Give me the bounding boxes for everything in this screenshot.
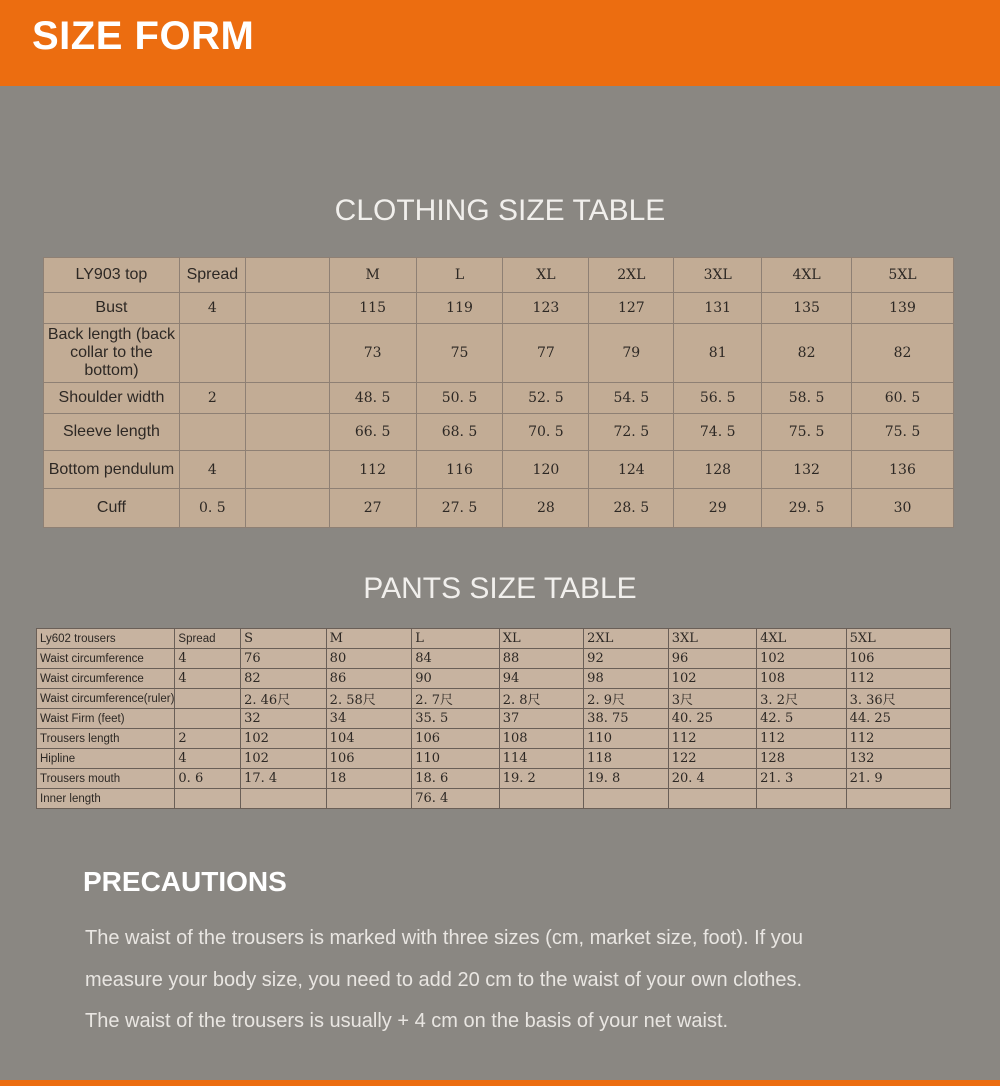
clothing-header-cell: 2XL <box>589 258 674 293</box>
clothing-cell: 75. 5 <box>852 414 954 451</box>
clothing-size-table <box>43 257 954 528</box>
clothing-cell: 27. 5 <box>416 489 503 528</box>
pants-cell: 108 <box>499 729 583 749</box>
pants-header-cell: XL <box>499 629 583 649</box>
clothing-header-cell <box>245 258 329 293</box>
clothing-cell: 48. 5 <box>329 383 416 414</box>
pants-row-label: Waist circumference <box>37 669 175 689</box>
precautions-heading: PRECAUTIONS <box>83 866 287 897</box>
clothing-cell: 127 <box>589 293 674 324</box>
clothing-row <box>44 324 954 383</box>
pants-cell: 86 <box>326 669 412 689</box>
pants-header-cell: 5XL <box>846 629 950 649</box>
clothing-row-label: Shoulder width <box>44 383 180 414</box>
clothing-cell: 52. 5 <box>503 383 589 414</box>
clothing-header-row <box>44 258 954 293</box>
pants-cell: 19. 8 <box>584 769 669 789</box>
clothing-cell: 115 <box>329 293 416 324</box>
pants-cell <box>241 789 327 809</box>
pants-header-cell: L <box>412 629 499 649</box>
clothing-header-cell: LY903 top <box>44 258 180 293</box>
pants-header-cell: M <box>326 629 412 649</box>
clothing-header-cell: 3XL <box>674 258 762 293</box>
pants-cell: 40. 25 <box>668 709 756 729</box>
pants-row-label: Trousers length <box>37 729 175 749</box>
clothing-cell <box>245 293 329 324</box>
clothing-header-cell: Spread <box>179 258 245 293</box>
pants-header-cell: 4XL <box>757 629 846 649</box>
clothing-cell: 72. 5 <box>589 414 674 451</box>
clothing-cell: 58. 5 <box>762 383 852 414</box>
clothing-cell: 116 <box>416 451 503 489</box>
precaution-line: measure your body size, you need to add 20 cm to the waist of your own clothes. <box>85 968 803 991</box>
clothing-cell: 136 <box>852 451 954 489</box>
pants-cell <box>326 789 412 809</box>
clothing-cell: 27 <box>329 489 416 528</box>
clothing-cell: 70. 5 <box>503 414 589 451</box>
clothing-cell: 56. 5 <box>674 383 762 414</box>
pants-cell: 88 <box>499 649 583 669</box>
pants-cell: 76. 4 <box>412 789 499 809</box>
pants-cell: 2. 46尺 <box>241 689 327 709</box>
clothing-cell <box>245 489 329 528</box>
pants-row <box>37 649 951 669</box>
pants-cell: 2. 8尺 <box>499 689 583 709</box>
clothing-cell: 4 <box>179 451 245 489</box>
clothing-row <box>44 293 954 324</box>
pants-row-label: Trousers mouth <box>37 769 175 789</box>
clothing-cell: 50. 5 <box>416 383 503 414</box>
precautions-text <box>85 918 925 1043</box>
pants-cell <box>499 789 583 809</box>
pants-cell: 4 <box>175 669 241 689</box>
pants-header-cell: 3XL <box>668 629 756 649</box>
clothing-cell: 4 <box>179 293 245 324</box>
pants-row <box>37 689 951 709</box>
clothing-cell: 124 <box>589 451 674 489</box>
pants-cell <box>584 789 669 809</box>
clothing-cell: 75 <box>416 324 503 383</box>
clothing-cell: 2 <box>179 383 245 414</box>
pants-cell: 20. 4 <box>668 769 756 789</box>
pants-cell: 96 <box>668 649 756 669</box>
pants-cell: 102 <box>757 649 846 669</box>
clothing-cell: 128 <box>674 451 762 489</box>
clothing-cell: 123 <box>503 293 589 324</box>
pants-cell: 106 <box>326 749 412 769</box>
pants-cell: 21. 3 <box>757 769 846 789</box>
clothing-cell: 74. 5 <box>674 414 762 451</box>
pants-cell: 76 <box>241 649 327 669</box>
clothing-cell: 120 <box>503 451 589 489</box>
pants-cell: 110 <box>412 749 499 769</box>
pants-cell: 18. 6 <box>412 769 499 789</box>
clothing-cell: 66. 5 <box>329 414 416 451</box>
clothing-cell: 73 <box>329 324 416 383</box>
pants-row <box>37 729 951 749</box>
clothing-cell: 75. 5 <box>762 414 852 451</box>
clothing-cell: 60. 5 <box>852 383 954 414</box>
clothing-cell: 29 <box>674 489 762 528</box>
clothing-row-label: Bust <box>44 293 180 324</box>
bottom-accent-bar <box>0 1080 1000 1086</box>
clothing-cell: 77 <box>503 324 589 383</box>
clothing-row-label: Back length (back collar to the bottom) <box>44 324 180 383</box>
precaution-line: The waist of the trousers is usually + 4 cm on the basis of your net waist. <box>85 1010 729 1032</box>
clothing-row <box>44 451 954 489</box>
clothing-cell: 28 <box>503 489 589 528</box>
pants-cell: 128 <box>757 749 846 769</box>
pants-cell: 110 <box>584 729 669 749</box>
pants-cell: 38. 75 <box>584 709 669 729</box>
clothing-cell: 131 <box>674 293 762 324</box>
pants-row-label: Waist circumference <box>37 649 175 669</box>
pants-cell: 132 <box>846 749 950 769</box>
pants-cell: 114 <box>499 749 583 769</box>
pants-cell: 112 <box>757 729 846 749</box>
clothing-row <box>44 489 954 528</box>
clothing-header-cell: M <box>329 258 416 293</box>
page-title: SIZE FORM <box>32 14 255 58</box>
clothing-cell: 29. 5 <box>762 489 852 528</box>
pants-cell <box>846 789 950 809</box>
pants-cell: 118 <box>584 749 669 769</box>
clothing-cell: 82 <box>762 324 852 383</box>
clothing-header-cell: XL <box>503 258 589 293</box>
pants-cell: 92 <box>584 649 669 669</box>
pants-cell: 108 <box>757 669 846 689</box>
pants-cell: 2. 9尺 <box>584 689 669 709</box>
pants-row-label: Waist circumference(ruler) <box>37 689 175 709</box>
pants-cell: 122 <box>668 749 756 769</box>
clothing-cell: 0. 5 <box>179 489 245 528</box>
pants-cell: 112 <box>846 729 950 749</box>
pants-cell: 106 <box>846 649 950 669</box>
pants-cell: 21. 9 <box>846 769 950 789</box>
pants-cell: 42. 5 <box>757 709 846 729</box>
clothing-cell: 82 <box>852 324 954 383</box>
pants-cell: 98 <box>584 669 669 689</box>
pants-cell: 4 <box>175 749 241 769</box>
pants-cell: 106 <box>412 729 499 749</box>
header-bar <box>0 0 1000 86</box>
pants-cell: 3尺 <box>668 689 756 709</box>
pants-cell <box>175 789 241 809</box>
pants-cell: 4 <box>175 649 241 669</box>
pants-cell: 3. 2尺 <box>757 689 846 709</box>
pants-cell: 35. 5 <box>412 709 499 729</box>
pants-cell <box>757 789 846 809</box>
pants-cell: 2. 7尺 <box>412 689 499 709</box>
pants-cell: 32 <box>241 709 327 729</box>
clothing-header-cell: L <box>416 258 503 293</box>
clothing-cell: 132 <box>762 451 852 489</box>
clothing-row <box>44 383 954 414</box>
pants-cell: 19. 2 <box>499 769 583 789</box>
pants-header-cell: Spread <box>175 629 241 649</box>
pants-cell: 112 <box>846 669 950 689</box>
pants-cell <box>668 789 756 809</box>
clothing-cell: 139 <box>852 293 954 324</box>
pants-cell: 2. 58尺 <box>326 689 412 709</box>
clothing-cell <box>179 414 245 451</box>
pants-header-cell: S <box>241 629 327 649</box>
pants-row <box>37 669 951 689</box>
pants-cell: 44. 25 <box>846 709 950 729</box>
pants-cell: 34 <box>326 709 412 729</box>
pants-cell: 102 <box>668 669 756 689</box>
pants-row <box>37 769 951 789</box>
pants-cell: 17. 4 <box>241 769 327 789</box>
pants-cell: 102 <box>241 749 327 769</box>
clothing-cell: 30 <box>852 489 954 528</box>
pants-header-cell: Ly602 trousers <box>37 629 175 649</box>
clothing-cell <box>245 451 329 489</box>
clothing-cell: 112 <box>329 451 416 489</box>
pants-row-label: Inner length <box>37 789 175 809</box>
clothing-cell: 135 <box>762 293 852 324</box>
pants-cell: 102 <box>241 729 327 749</box>
pants-cell: 94 <box>499 669 583 689</box>
clothing-cell <box>179 324 245 383</box>
clothing-row-label: Sleeve length <box>44 414 180 451</box>
clothing-cell <box>245 324 329 383</box>
clothing-header-cell: 4XL <box>762 258 852 293</box>
clothing-cell: 119 <box>416 293 503 324</box>
pants-table-title: PANTS SIZE TABLE <box>363 572 637 605</box>
pants-cell: 2 <box>175 729 241 749</box>
pants-cell: 80 <box>326 649 412 669</box>
pants-cell <box>175 709 241 729</box>
clothing-cell: 81 <box>674 324 762 383</box>
pants-cell: 82 <box>241 669 327 689</box>
pants-row-label: Waist Firm (feet) <box>37 709 175 729</box>
pants-header-cell: 2XL <box>584 629 669 649</box>
pants-header-row <box>37 629 951 649</box>
pants-cell: 84 <box>412 649 499 669</box>
pants-row <box>37 749 951 769</box>
clothing-cell <box>245 414 329 451</box>
clothing-row-label: Cuff <box>44 489 180 528</box>
clothing-table-title: CLOTHING SIZE TABLE <box>334 194 666 227</box>
clothing-cell: 68. 5 <box>416 414 503 451</box>
pants-cell: 112 <box>668 729 756 749</box>
clothing-cell: 54. 5 <box>589 383 674 414</box>
precaution-line: The waist of the trousers is marked with three sizes (cm, market size, foot). If you <box>85 927 804 949</box>
clothing-header-cell: 5XL <box>852 258 954 293</box>
pants-cell: 37 <box>499 709 583 729</box>
pants-cell: 0. 6 <box>175 769 241 789</box>
clothing-cell <box>245 383 329 414</box>
pants-cell: 3. 36尺 <box>846 689 950 709</box>
clothing-row <box>44 414 954 451</box>
pants-cell: 90 <box>412 669 499 689</box>
pants-size-table <box>36 628 951 809</box>
clothing-cell: 79 <box>589 324 674 383</box>
clothing-row-label: Bottom pendulum <box>44 451 180 489</box>
pants-cell <box>175 689 241 709</box>
pants-cell: 104 <box>326 729 412 749</box>
pants-cell: 18 <box>326 769 412 789</box>
clothing-cell: 28. 5 <box>589 489 674 528</box>
pants-row-label: Hipline <box>37 749 175 769</box>
pants-row <box>37 789 951 809</box>
pants-row <box>37 709 951 729</box>
